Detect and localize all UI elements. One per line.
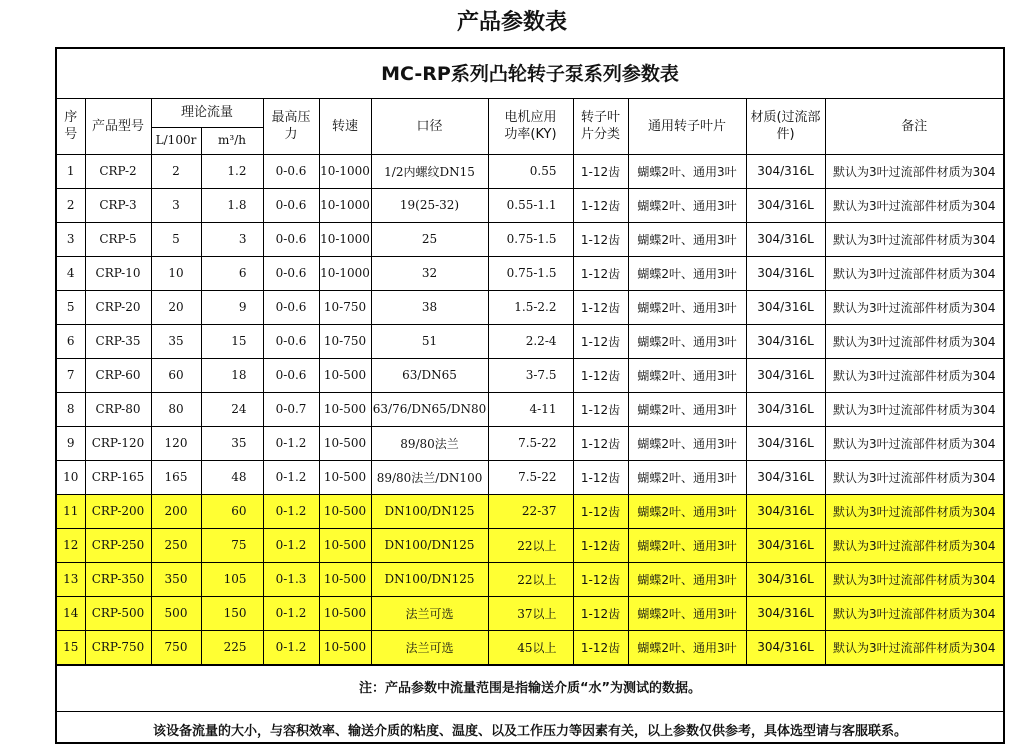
cell-common-rotor: 蝴蝶2叶、通用3叶 [628, 290, 746, 324]
cell-material: 304/316L [746, 290, 825, 324]
cell-seq: 7 [57, 358, 85, 392]
cell-model: CRP-750 [85, 630, 151, 664]
cell-speed: 10-500 [319, 426, 371, 460]
cell-flow-m3h: 225 [201, 630, 263, 664]
cell-common-rotor: 蝴蝶2叶、通用3叶 [628, 460, 746, 494]
cell-seq: 3 [57, 222, 85, 256]
header-common-rotor: 通用转子叶片 [628, 99, 746, 154]
cell-flow-l100r: 2 [151, 154, 201, 188]
cell-model: CRP-500 [85, 596, 151, 630]
header-seq: 序号 [57, 99, 85, 154]
cell-rotor-blades: 1-12齿 [573, 222, 628, 256]
cell-flow-m3h: 9 [201, 290, 263, 324]
cell-pressure: 0-1.2 [263, 494, 319, 528]
cell-caliber: 1/2内螺纹DN15 [371, 154, 488, 188]
cell-material: 304/316L [746, 596, 825, 630]
cell-seq: 4 [57, 256, 85, 290]
cell-caliber: 法兰可选 [371, 596, 488, 630]
cell-rotor-blades: 1-12齿 [573, 426, 628, 460]
table-row [57, 222, 1003, 256]
cell-speed: 10-1000 [319, 154, 371, 188]
cell-flow-m3h: 6 [201, 256, 263, 290]
cell-model: CRP-200 [85, 494, 151, 528]
cell-rotor-blades: 1-12齿 [573, 188, 628, 222]
cell-speed: 10-1000 [319, 256, 371, 290]
cell-caliber: 32 [371, 256, 488, 290]
cell-flow-m3h: 18 [201, 358, 263, 392]
cell-caliber: 51 [371, 324, 488, 358]
cell-common-rotor: 蝴蝶2叶、通用3叶 [628, 528, 746, 562]
table-row [57, 630, 1003, 664]
cell-speed: 10-500 [319, 392, 371, 426]
cell-material: 304/316L [746, 630, 825, 664]
cell-speed: 10-500 [319, 460, 371, 494]
header-model: 产品型号 [85, 99, 151, 154]
cell-speed: 10-500 [319, 528, 371, 562]
cell-model: CRP-60 [85, 358, 151, 392]
table-row [57, 256, 1003, 290]
cell-flow-m3h: 105 [201, 562, 263, 596]
page-title: 产品参数表 [456, 10, 567, 35]
cell-seq: 15 [57, 630, 85, 664]
cell-material: 304/316L [746, 528, 825, 562]
cell-common-rotor: 蝴蝶2叶、通用3叶 [628, 188, 746, 222]
cell-remarks: 默认为3叶过流部件材质为304 [825, 392, 1003, 426]
cell-pressure: 0-1.2 [263, 460, 319, 494]
cell-pressure: 0-0.6 [263, 188, 319, 222]
cell-rotor-blades: 1-12齿 [573, 154, 628, 188]
cell-caliber: 89/80法兰 [371, 426, 488, 460]
cell-power: 22以上 [488, 528, 573, 562]
cell-seq: 2 [57, 188, 85, 222]
cell-power: 37以上 [488, 596, 573, 630]
cell-flow-l100r: 3 [151, 188, 201, 222]
table-row [57, 392, 1003, 426]
header-rotor-blades: 转子叶片分类 [573, 99, 628, 154]
cell-common-rotor: 蝴蝶2叶、通用3叶 [628, 494, 746, 528]
cell-model: CRP-3 [85, 188, 151, 222]
cell-flow-m3h: 1.2 [201, 154, 263, 188]
cell-speed: 10-500 [319, 630, 371, 664]
cell-pressure: 0-0.6 [263, 324, 319, 358]
table-title: MC-RP系列凸轮转子泵系列参数表 [57, 49, 1003, 99]
cell-pressure: 0-1.2 [263, 528, 319, 562]
cell-model: CRP-165 [85, 460, 151, 494]
cell-material: 304/316L [746, 392, 825, 426]
cell-common-rotor: 蝴蝶2叶、通用3叶 [628, 324, 746, 358]
cell-power: 0.55-1.1 [488, 188, 573, 222]
cell-material: 304/316L [746, 562, 825, 596]
cell-common-rotor: 蝴蝶2叶、通用3叶 [628, 154, 746, 188]
header-flow: 理论流量 [151, 99, 263, 127]
cell-model: CRP-10 [85, 256, 151, 290]
cell-speed: 10-500 [319, 562, 371, 596]
cell-speed: 10-1000 [319, 222, 371, 256]
cell-caliber: 89/80法兰/DN100 [371, 460, 488, 494]
cell-flow-m3h: 48 [201, 460, 263, 494]
cell-flow-l100r: 60 [151, 358, 201, 392]
cell-remarks: 默认为3叶过流部件材质为304 [825, 528, 1003, 562]
parameter-table [57, 99, 1003, 665]
cell-pressure: 0-0.6 [263, 290, 319, 324]
cell-material: 304/316L [746, 358, 825, 392]
table-row [57, 324, 1003, 358]
cell-common-rotor: 蝴蝶2叶、通用3叶 [628, 630, 746, 664]
cell-flow-m3h: 60 [201, 494, 263, 528]
cell-model: CRP-5 [85, 222, 151, 256]
cell-speed: 10-500 [319, 358, 371, 392]
cell-power: 1.5-2.2 [488, 290, 573, 324]
cell-flow-l100r: 35 [151, 324, 201, 358]
table-row [57, 290, 1003, 324]
cell-material: 304/316L [746, 154, 825, 188]
cell-seq: 12 [57, 528, 85, 562]
cell-flow-m3h: 75 [201, 528, 263, 562]
cell-caliber: DN100/DN125 [371, 528, 488, 562]
cell-seq: 13 [57, 562, 85, 596]
table-footer: 该设备流量的大小，与容积效率、输送介质的粘度、温度、以及工作压力等因素有关，以上参数仅供参考，具体选型请与客服联系。 [57, 711, 1003, 751]
cell-model: CRP-20 [85, 290, 151, 324]
cell-flow-l100r: 5 [151, 222, 201, 256]
cell-caliber: DN100/DN125 [371, 494, 488, 528]
cell-remarks: 默认为3叶过流部件材质为304 [825, 154, 1003, 188]
header-speed: 转速 [319, 99, 371, 154]
cell-power: 0.75-1.5 [488, 222, 573, 256]
cell-common-rotor: 蝴蝶2叶、通用3叶 [628, 596, 746, 630]
cell-pressure: 0-1.2 [263, 630, 319, 664]
table-row [57, 562, 1003, 596]
cell-material: 304/316L [746, 222, 825, 256]
cell-common-rotor: 蝴蝶2叶、通用3叶 [628, 358, 746, 392]
cell-flow-l100r: 10 [151, 256, 201, 290]
cell-rotor-blades: 1-12齿 [573, 324, 628, 358]
cell-seq: 1 [57, 154, 85, 188]
cell-pressure: 0-0.6 [263, 154, 319, 188]
cell-speed: 10-750 [319, 324, 371, 358]
cell-common-rotor: 蝴蝶2叶、通用3叶 [628, 256, 746, 290]
cell-seq: 6 [57, 324, 85, 358]
header-material: 材质(过流部件) [746, 99, 825, 154]
cell-remarks: 默认为3叶过流部件材质为304 [825, 460, 1003, 494]
cell-material: 304/316L [746, 426, 825, 460]
header-flow-unit-l100r: L/100r [151, 127, 201, 154]
cell-model: CRP-120 [85, 426, 151, 460]
cell-flow-l100r: 750 [151, 630, 201, 664]
cell-power: 22-37 [488, 494, 573, 528]
cell-rotor-blades: 1-12齿 [573, 358, 628, 392]
header-pressure: 最高压力 [263, 99, 319, 154]
cell-flow-l100r: 80 [151, 392, 201, 426]
cell-power: 22以上 [488, 562, 573, 596]
table-body [57, 154, 1003, 664]
cell-caliber: 63/76/DN65/DN80 [371, 392, 488, 426]
cell-seq: 11 [57, 494, 85, 528]
cell-flow-l100r: 250 [151, 528, 201, 562]
cell-pressure: 0-1.2 [263, 596, 319, 630]
cell-rotor-blades: 1-12齿 [573, 392, 628, 426]
cell-seq: 5 [57, 290, 85, 324]
cell-material: 304/316L [746, 460, 825, 494]
cell-flow-l100r: 120 [151, 426, 201, 460]
cell-power: 2.2-4 [488, 324, 573, 358]
header-remarks: 备注 [825, 99, 1003, 154]
cell-seq: 10 [57, 460, 85, 494]
cell-flow-l100r: 165 [151, 460, 201, 494]
cell-material: 304/316L [746, 188, 825, 222]
cell-flow-m3h: 24 [201, 392, 263, 426]
table-row [57, 358, 1003, 392]
cell-common-rotor: 蝴蝶2叶、通用3叶 [628, 222, 746, 256]
cell-flow-m3h: 1.8 [201, 188, 263, 222]
table-row [57, 154, 1003, 188]
table-row [57, 494, 1003, 528]
cell-speed: 10-500 [319, 494, 371, 528]
table-header [57, 99, 1003, 154]
cell-model: CRP-80 [85, 392, 151, 426]
table-note: 注：产品参数中流量范围是指输送介质“水”为测试的数据。 [57, 665, 1003, 711]
cell-remarks: 默认为3叶过流部件材质为304 [825, 596, 1003, 630]
cell-caliber: 63/DN65 [371, 358, 488, 392]
cell-caliber: DN100/DN125 [371, 562, 488, 596]
cell-model: CRP-250 [85, 528, 151, 562]
cell-rotor-blades: 1-12齿 [573, 290, 628, 324]
cell-caliber: 25 [371, 222, 488, 256]
cell-model: CRP-2 [85, 154, 151, 188]
cell-pressure: 0-0.7 [263, 392, 319, 426]
cell-pressure: 0-1.2 [263, 426, 319, 460]
cell-remarks: 默认为3叶过流部件材质为304 [825, 290, 1003, 324]
cell-remarks: 默认为3叶过流部件材质为304 [825, 324, 1003, 358]
cell-model: CRP-35 [85, 324, 151, 358]
cell-remarks: 默认为3叶过流部件材质为304 [825, 426, 1003, 460]
cell-pressure: 0-0.6 [263, 222, 319, 256]
cell-power: 45以上 [488, 630, 573, 664]
cell-rotor-blades: 1-12齿 [573, 528, 628, 562]
cell-speed: 10-750 [319, 290, 371, 324]
cell-power: 7.5-22 [488, 426, 573, 460]
header-power: 电机应用功率(KY) [488, 99, 573, 154]
cell-power: 7.5-22 [488, 460, 573, 494]
header-flow-unit-m3h: m³/h [201, 127, 263, 154]
cell-flow-l100r: 200 [151, 494, 201, 528]
table-row [57, 528, 1003, 562]
cell-rotor-blades: 1-12齿 [573, 562, 628, 596]
cell-flow-m3h: 15 [201, 324, 263, 358]
cell-material: 304/316L [746, 256, 825, 290]
cell-remarks: 默认为3叶过流部件材质为304 [825, 222, 1003, 256]
table-row [57, 188, 1003, 222]
cell-common-rotor: 蝴蝶2叶、通用3叶 [628, 392, 746, 426]
cell-seq: 9 [57, 426, 85, 460]
cell-pressure: 0-0.6 [263, 358, 319, 392]
cell-power: 4-11 [488, 392, 573, 426]
cell-remarks: 默认为3叶过流部件材质为304 [825, 562, 1003, 596]
cell-common-rotor: 蝴蝶2叶、通用3叶 [628, 426, 746, 460]
cell-remarks: 默认为3叶过流部件材质为304 [825, 494, 1003, 528]
cell-rotor-blades: 1-12齿 [573, 460, 628, 494]
cell-speed: 10-500 [319, 596, 371, 630]
cell-pressure: 0-1.3 [263, 562, 319, 596]
cell-speed: 10-1000 [319, 188, 371, 222]
cell-flow-m3h: 150 [201, 596, 263, 630]
table-row [57, 596, 1003, 630]
parameter-table-frame [55, 47, 1005, 744]
cell-power: 0.55 [488, 154, 573, 188]
table-row [57, 460, 1003, 494]
cell-caliber: 19(25-32) [371, 188, 488, 222]
cell-common-rotor: 蝴蝶2叶、通用3叶 [628, 562, 746, 596]
cell-remarks: 默认为3叶过流部件材质为304 [825, 630, 1003, 664]
cell-flow-l100r: 500 [151, 596, 201, 630]
table-row [57, 426, 1003, 460]
cell-material: 304/316L [746, 324, 825, 358]
cell-power: 3-7.5 [488, 358, 573, 392]
cell-material: 304/316L [746, 494, 825, 528]
cell-remarks: 默认为3叶过流部件材质为304 [825, 256, 1003, 290]
cell-model: CRP-350 [85, 562, 151, 596]
cell-rotor-blades: 1-12齿 [573, 630, 628, 664]
cell-seq: 14 [57, 596, 85, 630]
cell-seq: 8 [57, 392, 85, 426]
cell-rotor-blades: 1-12齿 [573, 494, 628, 528]
cell-rotor-blades: 1-12齿 [573, 256, 628, 290]
cell-caliber: 38 [371, 290, 488, 324]
header-caliber: 口径 [371, 99, 488, 154]
cell-rotor-blades: 1-12齿 [573, 596, 628, 630]
cell-flow-l100r: 350 [151, 562, 201, 596]
cell-caliber: 法兰可选 [371, 630, 488, 664]
cell-remarks: 默认为3叶过流部件材质为304 [825, 188, 1003, 222]
cell-power: 0.75-1.5 [488, 256, 573, 290]
cell-pressure: 0-0.6 [263, 256, 319, 290]
cell-remarks: 默认为3叶过流部件材质为304 [825, 358, 1003, 392]
cell-flow-m3h: 3 [201, 222, 263, 256]
cell-flow-l100r: 20 [151, 290, 201, 324]
cell-flow-m3h: 35 [201, 426, 263, 460]
